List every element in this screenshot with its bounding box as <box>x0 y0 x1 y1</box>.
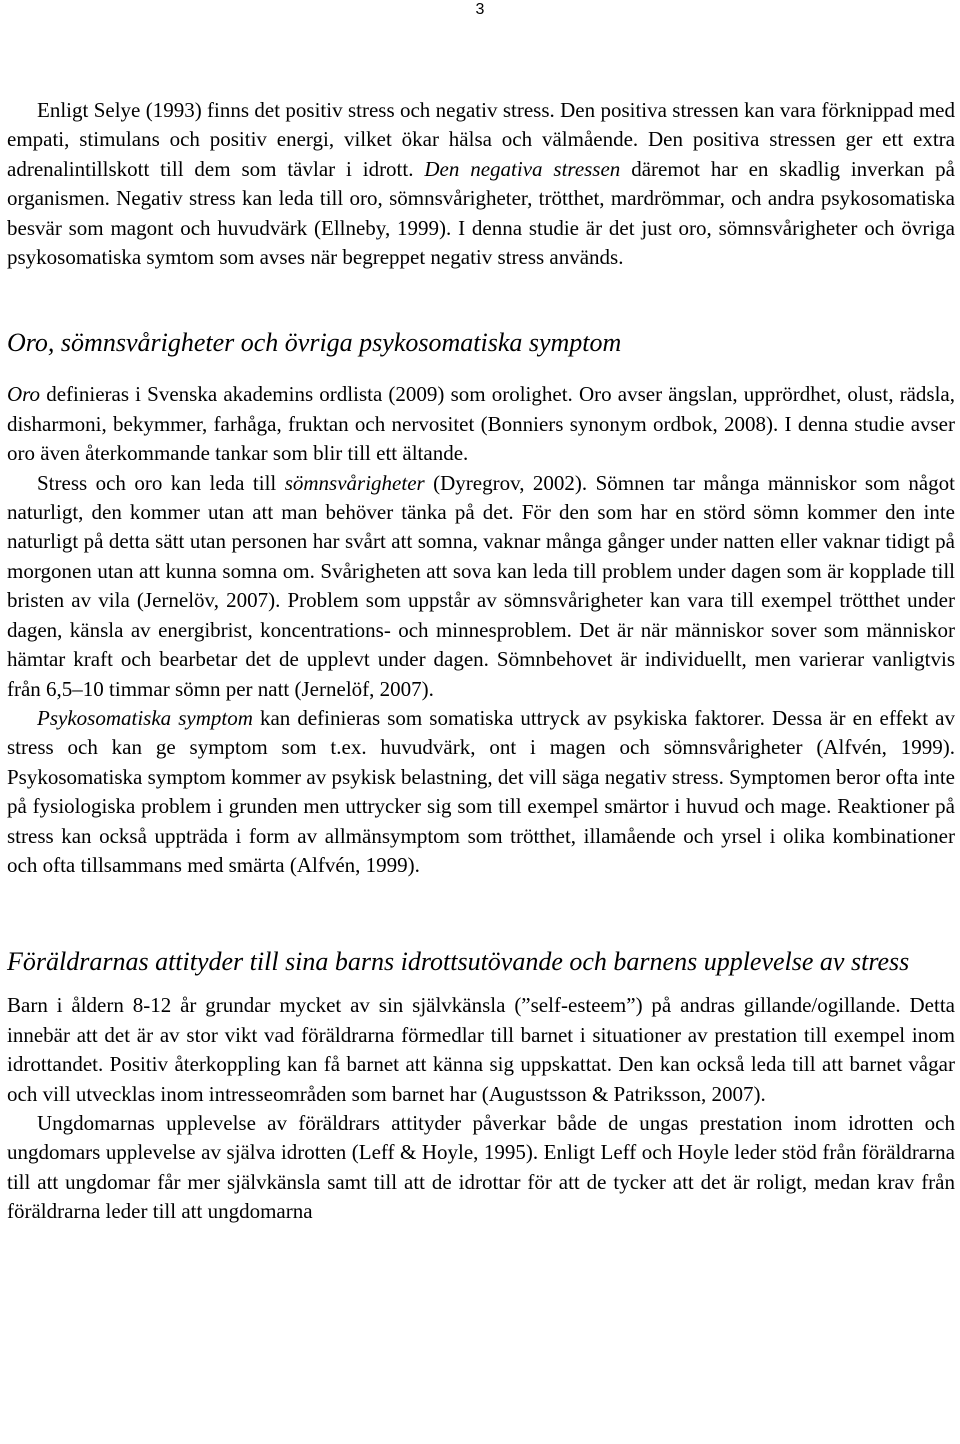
text-run: däremot har en skadlig inverkan på organismen. Negativ stress kan leda till oro, sömnsvårigheter, trötthet, mardrömmar, och andra psykosomatiska besvär som magont och huvudvärk (Ellneby, 1999). I denna studie är det just oro, sömnsvårigheter och övriga psykosomatiska symtom som avses när begreppet negativ stress används. <box>7 156 955 270</box>
paragraph-ungdomar: Ungdomarnas upplevelse av föräldrars attityder påverkar både de ungas prestation inom idrotten och ungdomars upplevelse av själva idrotten (Leff & Hoyle, 1995). Enligt Leff och Hoyle leder stöd från föräldrarna till att ungdomar får mer självkänsla samt till att de idrottar för att de tycker att det är roligt, medan krav från föräldrarna leder till att ungdomarna <box>7 1110 955 1224</box>
section-heading-foraldrar: Föräldrarnas attityder till sina barns idrottsutövande och barnens upplevelse av stress <box>7 947 910 977</box>
emphasis: sömnsvårigheter <box>284 470 425 495</box>
text-run: kan definieras som somatiska uttryck av psykiska faktorer. Dessa är en effekt av stress och kan ge symptom som t.ex. huvudvärk, ont i magen och sömnsvårigheter (Alfvén, 1999). Psykosomatiska symptom kommer av psykisk belastning, det vill säga negativ stress. Symptomen beror ofta inte på fysiologiska problem i grunden men uttrycker sig som till exempel smärtor i huvud och mage. Reaktioner på stress kan också uppträda i form av allmänsymptom som trötthet, illamående och yrsel i olika kombinationer och ofta tillsammans med smärta (Alfvén, 1999). <box>7 705 955 877</box>
text-run: definieras i Svenska akademins ordlista (2009) som orolighet. Oro avser ängslan, upprördhet, olust, rädsla, disharmoni, bekymmer, farhåga, fruktan och nervositet (Bonniers synonym ordbok, 2008). I denna studie avser oro även återkommande tankar som blir till ett ältande. <box>7 382 955 466</box>
text-run: Enligt Selye (1993) finns det positiv stress och negativ stress. Den positiva stressen kan vara förknippad med empati, stimulans och positiv energi, vilket ökar hälsa och välmående. Den positiva stressen ger ett extra adrenalintillskott till dem som tävlar i idrott. <box>7 98 955 181</box>
paragraph-oro <box>7 380 955 468</box>
paragraph-selye <box>7 96 955 272</box>
emphasis: Oro <box>7 382 41 407</box>
document-body <box>7 96 955 1227</box>
section-heading-oro: Oro, sömnsvårigheter och övriga psykosomatiska symptom <box>7 328 622 358</box>
paragraph-somnsvarigheter <box>7 469 955 704</box>
text-run: Stress och oro kan leda till <box>37 470 285 495</box>
paragraph-psykosomatiska <box>7 704 955 880</box>
page-number: 3 <box>475 1 485 18</box>
emphasis: Den negativa stressen <box>424 156 621 181</box>
paragraph-barn: Barn i åldern 8-12 år grundar mycket av sin självkänsla (”self-esteem”) på andras gillande/ogillande. Detta innebär att det är av stor vikt vad föräldrarna förmedlar till barnet i situationer av prestation till exempel inom idrottandet. Positiv återkoppling kan få barnet att känna sig uppskattat. Den kan också leda till att barnet vågar och vill utvecklas inom intresseområden som barnet har (Augustsson & Patriksson, 2007). <box>7 993 955 1106</box>
text-run: (Dyregrov, 2002). Sömnen tar många människor som något naturligt, den kommer utan att man behöver tänka på det. För den som har en störd sömn kommer den inte naturligt på detta sätt utan personen har svårt att somna, vaknar många gånger under natten eller vaknar tidigt på morgonen utan att kunna somna om. Svårigheten att sova kan leda till problem under dagen som är kopplade till bristen av vila (Jernelöv, 2007). Problem som uppstår av sömnsvårigheter kan vara till exempel trötthet under dagen, känsla av energibrist, koncentrations- och minnesproblem. Det är när människor sover som människor hämtar kraft och bearbetar det de upplevt under dagen. Sömnbehovet är individuellt, men varierar vanligtvis från 6,5–10 timmar sömn per natt (Jernelöf, 2007). <box>7 470 956 701</box>
emphasis: Psykosomatiska symptom <box>37 705 253 730</box>
